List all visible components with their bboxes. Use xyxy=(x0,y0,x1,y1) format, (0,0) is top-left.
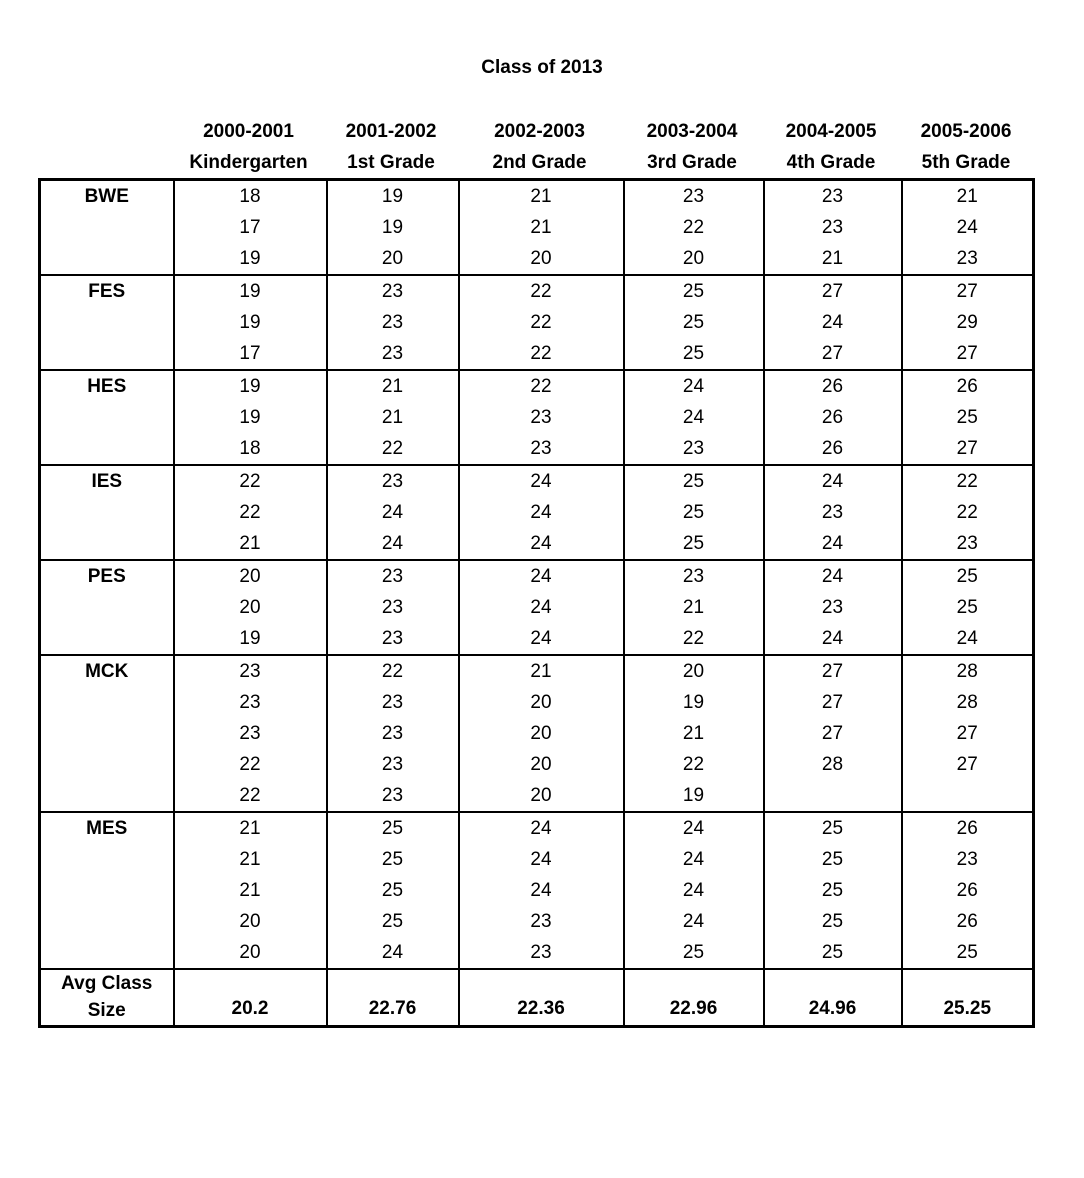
class-size-cell: 25 xyxy=(327,844,459,875)
table-row xyxy=(40,433,1034,465)
class-size-cell: 23 xyxy=(624,433,764,465)
class-size-cell: 22 xyxy=(902,465,1034,497)
class-size-cell: 24 xyxy=(459,465,624,497)
class-size-cell: 24 xyxy=(764,307,902,338)
class-size-cell: 22 xyxy=(174,465,327,497)
class-size-cell: 24 xyxy=(902,212,1034,243)
class-size-cell: 22 xyxy=(174,749,327,780)
table-row xyxy=(40,687,1034,718)
col-header-grade: 4th Grade xyxy=(786,152,876,173)
class-size-cell: 22 xyxy=(459,370,624,402)
table-row xyxy=(40,623,1034,655)
class-size-cell: 24 xyxy=(764,528,902,560)
avg-class-size-value: 22.36 xyxy=(459,969,624,1026)
class-size-cell: 21 xyxy=(624,718,764,749)
class-size-cell: 20 xyxy=(174,906,327,937)
col-header-year: 2001-2002 xyxy=(345,121,437,142)
class-size-cell: 21 xyxy=(174,844,327,875)
class-size-cell: 26 xyxy=(764,402,902,433)
school-label: MCK xyxy=(40,655,174,812)
class-size-cell: 23 xyxy=(327,780,459,812)
table-row xyxy=(40,275,1034,307)
summary-row xyxy=(40,969,1034,1026)
class-size-cell: 25 xyxy=(327,906,459,937)
class-size-cell: 23 xyxy=(764,212,902,243)
class-size-cell: 23 xyxy=(764,497,902,528)
class-size-cell: 27 xyxy=(764,275,902,307)
class-size-cell: 24 xyxy=(624,812,764,844)
avg-class-size-value: 25.25 xyxy=(902,969,1034,1026)
class-size-cell: 24 xyxy=(459,497,624,528)
class-size-cell: 21 xyxy=(459,655,624,687)
class-size-cell: 23 xyxy=(327,275,459,307)
class-size-cell: 21 xyxy=(459,180,624,213)
class-size-cell: 23 xyxy=(327,560,459,592)
class-size-cell: 28 xyxy=(902,687,1034,718)
table-row xyxy=(40,370,1034,402)
class-size-cell: 23 xyxy=(174,687,327,718)
class-size-cell: 21 xyxy=(174,812,327,844)
class-size-cell: 21 xyxy=(459,212,624,243)
class-size-cell: 24 xyxy=(459,560,624,592)
col-header-year: 2004-2005 xyxy=(785,121,877,142)
class-size-cell: 24 xyxy=(764,465,902,497)
class-size-cell: 24 xyxy=(459,844,624,875)
table-row xyxy=(40,812,1034,844)
class-size-cell: 22 xyxy=(624,212,764,243)
avg-class-size-label xyxy=(40,969,174,1026)
class-size-cell: 23 xyxy=(459,433,624,465)
class-size-cell: 24 xyxy=(624,402,764,433)
avg-class-size-value: 20.2 xyxy=(174,969,327,1026)
class-size-cell: 22 xyxy=(459,307,624,338)
class-size-cell: 19 xyxy=(174,402,327,433)
class-size-cell: 20 xyxy=(459,687,624,718)
col-header-grade: 2nd Grade xyxy=(492,152,587,173)
school-group xyxy=(40,275,1034,370)
class-size-cell: 23 xyxy=(459,937,624,969)
header-corner xyxy=(38,147,172,178)
class-size-cell: 23 xyxy=(327,749,459,780)
class-size-cell: 27 xyxy=(764,655,902,687)
school-group xyxy=(40,180,1034,276)
school-label: MES xyxy=(40,812,174,969)
class-size-cell: 23 xyxy=(459,906,624,937)
class-size-cell: 22 xyxy=(459,338,624,370)
avg-class-size-label-line2: Size xyxy=(87,1000,126,1022)
class-size-cell: 25 xyxy=(902,937,1034,969)
class-size-cell: 24 xyxy=(764,623,902,655)
class-size-cell: 20 xyxy=(174,592,327,623)
col-header-year: 2000-2001 xyxy=(203,121,294,142)
class-size-cell: 23 xyxy=(764,592,902,623)
class-size-cell: 23 xyxy=(459,402,624,433)
school-group xyxy=(40,812,1034,969)
col-header-year: 2003-2004 xyxy=(646,121,738,142)
class-size-cell: 22 xyxy=(902,497,1034,528)
class-size-cell: 23 xyxy=(327,465,459,497)
class-size-cell: 26 xyxy=(902,812,1034,844)
class-size-cell: 22 xyxy=(327,433,459,465)
class-size-cell: 19 xyxy=(327,180,459,213)
class-size-cell: 19 xyxy=(174,275,327,307)
table-row xyxy=(40,718,1034,749)
class-size-cell: 24 xyxy=(327,528,459,560)
class-size-cell: 26 xyxy=(902,906,1034,937)
class-size-cell: 27 xyxy=(902,338,1034,370)
class-size-cell: 22 xyxy=(459,275,624,307)
class-size-cell: 25 xyxy=(624,338,764,370)
class-size-cell: 23 xyxy=(764,180,902,213)
class-size-cell: 19 xyxy=(174,307,327,338)
table-row xyxy=(40,560,1034,592)
school-group xyxy=(40,560,1034,655)
class-size-cell: 24 xyxy=(624,875,764,906)
class-size-cell: 20 xyxy=(459,718,624,749)
table-row xyxy=(40,338,1034,370)
col-header-grade: 1st Grade xyxy=(347,152,435,173)
class-size-cell: 20 xyxy=(327,243,459,275)
class-size-cell: 24 xyxy=(459,812,624,844)
page-title: Class of 2013 xyxy=(481,57,603,78)
school-label: PES xyxy=(40,560,174,655)
class-size-cell: 25 xyxy=(624,937,764,969)
class-size-cell: 19 xyxy=(327,212,459,243)
class-size-cell: 17 xyxy=(174,212,327,243)
class-size-cell: 25 xyxy=(327,812,459,844)
class-size-cell: 25 xyxy=(624,465,764,497)
class-size-cell: 25 xyxy=(902,560,1034,592)
class-size-cell: 24 xyxy=(624,844,764,875)
class-size-cell: 27 xyxy=(764,338,902,370)
class-size-cell: 20 xyxy=(459,243,624,275)
class-size-cell: 24 xyxy=(459,623,624,655)
class-size-cell: 24 xyxy=(902,623,1034,655)
class-size-cell: 29 xyxy=(902,307,1034,338)
class-size-cell: 21 xyxy=(764,243,902,275)
class-size-cell: 25 xyxy=(764,812,902,844)
class-size-cell: 23 xyxy=(174,655,327,687)
class-size-cell: 26 xyxy=(902,370,1034,402)
table-row xyxy=(40,780,1034,812)
table-row xyxy=(40,307,1034,338)
class-size-cell: 22 xyxy=(327,655,459,687)
class-size-cell: 23 xyxy=(327,623,459,655)
class-size-cell: 23 xyxy=(902,844,1034,875)
school-group xyxy=(40,655,1034,812)
class-size-cell: 18 xyxy=(174,180,327,213)
class-size-cell: 27 xyxy=(764,687,902,718)
class-size-cell: 24 xyxy=(624,906,764,937)
avg-class-size-label-line1: Avg Class xyxy=(61,973,153,995)
table-row xyxy=(40,243,1034,275)
class-size-cell: 17 xyxy=(174,338,327,370)
class-size-cell: 23 xyxy=(327,718,459,749)
class-size-cell: 23 xyxy=(327,307,459,338)
class-size-cell: 24 xyxy=(624,370,764,402)
col-header-grade: 3rd Grade xyxy=(647,152,737,173)
avg-class-size-value: 22.96 xyxy=(624,969,764,1026)
school-group xyxy=(40,370,1034,465)
class-size-cell: 21 xyxy=(624,592,764,623)
school-label: IES xyxy=(40,465,174,560)
class-size-cell: 23 xyxy=(327,338,459,370)
table-row xyxy=(40,212,1034,243)
class-size-cell: 21 xyxy=(327,402,459,433)
class-size-cell: 19 xyxy=(624,687,764,718)
class-size-cell: 25 xyxy=(624,307,764,338)
avg-class-size-value: 24.96 xyxy=(764,969,902,1026)
class-size-cell: 24 xyxy=(459,528,624,560)
class-size-cell: 20 xyxy=(624,243,764,275)
class-size-cell: 19 xyxy=(174,370,327,402)
class-size-cell: 25 xyxy=(764,906,902,937)
class-size-cell: 20 xyxy=(459,780,624,812)
col-header-grade: Kindergarten xyxy=(189,152,308,173)
class-size-cell: 25 xyxy=(327,875,459,906)
class-size-cell: 24 xyxy=(459,592,624,623)
class-size-cell: 27 xyxy=(902,749,1034,780)
grade-header-row xyxy=(38,147,1084,178)
class-size-cell: 24 xyxy=(459,875,624,906)
table-row xyxy=(40,592,1034,623)
class-size-cell: 20 xyxy=(459,749,624,780)
class-size-cell: 21 xyxy=(902,180,1034,213)
class-size-cell: 22 xyxy=(174,497,327,528)
class-size-cell: 24 xyxy=(327,497,459,528)
class-size-cell: 19 xyxy=(174,243,327,275)
class-size-cell: 22 xyxy=(624,623,764,655)
table-row xyxy=(40,875,1034,906)
class-size-cell: 26 xyxy=(764,370,902,402)
class-size-cell xyxy=(764,780,902,812)
class-size-cell: 25 xyxy=(624,528,764,560)
school-label: HES xyxy=(40,370,174,465)
table-row xyxy=(40,180,1034,213)
table-row xyxy=(40,937,1034,969)
class-size-cell: 21 xyxy=(174,875,327,906)
class-size-cell: 19 xyxy=(624,780,764,812)
class-size-cell: 24 xyxy=(327,937,459,969)
table-row xyxy=(40,528,1034,560)
class-size-cell: 25 xyxy=(624,275,764,307)
class-size-cell: 21 xyxy=(174,528,327,560)
avg-class-size-value: 22.76 xyxy=(327,969,459,1026)
class-size-cell: 20 xyxy=(174,560,327,592)
class-size-cell: 19 xyxy=(174,623,327,655)
summary-group xyxy=(40,969,1034,1026)
class-size-cell: 20 xyxy=(624,655,764,687)
class-size-cell: 23 xyxy=(327,592,459,623)
class-size-cell: 25 xyxy=(764,844,902,875)
class-size-cell: 20 xyxy=(174,937,327,969)
school-label: FES xyxy=(40,275,174,370)
header-corner xyxy=(38,116,172,147)
class-size-cell: 27 xyxy=(902,718,1034,749)
table-row xyxy=(40,465,1034,497)
class-size-cell: 25 xyxy=(902,402,1034,433)
class-size-cell: 22 xyxy=(174,780,327,812)
table-row xyxy=(40,749,1034,780)
class-size-cell: 23 xyxy=(174,718,327,749)
class-size-cell: 27 xyxy=(902,433,1034,465)
table-row xyxy=(40,844,1034,875)
class-size-cell: 28 xyxy=(764,749,902,780)
class-size-cell: 21 xyxy=(327,370,459,402)
class-size-cell: 27 xyxy=(764,718,902,749)
class-size-cell: 26 xyxy=(764,433,902,465)
class-size-cell: 23 xyxy=(902,243,1034,275)
class-size-cell: 18 xyxy=(174,433,327,465)
class-size-cell: 25 xyxy=(624,497,764,528)
table-row xyxy=(40,497,1034,528)
class-size-cell: 23 xyxy=(624,560,764,592)
school-label: BWE xyxy=(40,180,174,276)
col-header-grade: 5th Grade xyxy=(921,152,1011,173)
class-size-cell: 24 xyxy=(764,560,902,592)
class-size-cell: 26 xyxy=(902,875,1034,906)
class-size-cell: 25 xyxy=(902,592,1034,623)
col-header-year: 2002-2003 xyxy=(494,121,585,142)
col-header-year: 2005-2006 xyxy=(920,121,1012,142)
table-row xyxy=(40,655,1034,687)
class-size-cell xyxy=(902,780,1034,812)
class-size-table xyxy=(38,178,1035,1028)
school-group xyxy=(40,465,1034,560)
table-row xyxy=(40,402,1034,433)
class-size-cell: 28 xyxy=(902,655,1034,687)
table-row xyxy=(40,906,1034,937)
class-size-cell: 23 xyxy=(327,687,459,718)
class-size-cell: 23 xyxy=(902,528,1034,560)
year-header-row xyxy=(38,116,1084,147)
class-size-cell: 25 xyxy=(764,937,902,969)
class-size-cell: 25 xyxy=(764,875,902,906)
class-size-cell: 22 xyxy=(624,749,764,780)
class-size-cell: 23 xyxy=(624,180,764,213)
class-size-cell: 27 xyxy=(902,275,1034,307)
